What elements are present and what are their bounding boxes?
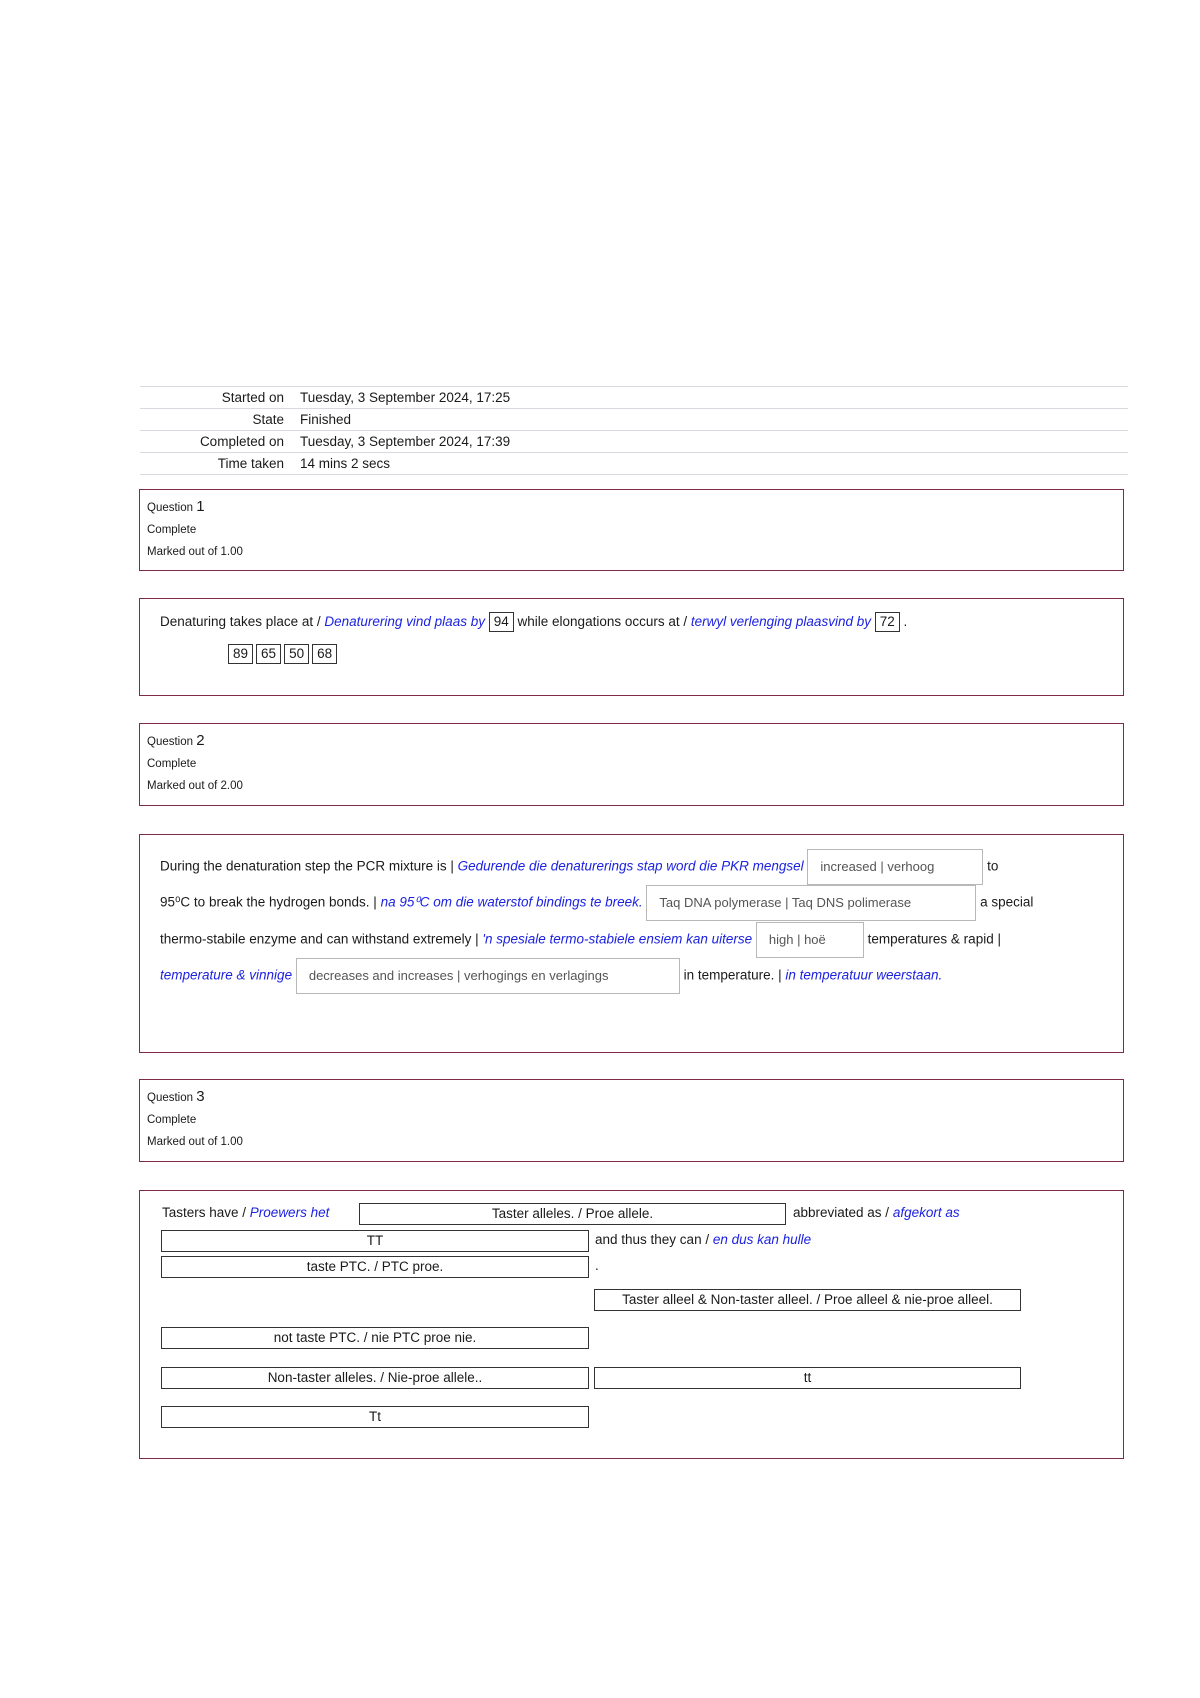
q3-text bbox=[793, 1205, 960, 1220]
q2-line bbox=[160, 885, 1033, 921]
question-3-content bbox=[139, 1190, 1124, 1459]
q1-text-end: . bbox=[903, 614, 908, 629]
q3-text-italic: Proewers het bbox=[249, 1205, 330, 1220]
drop-zone-answer[interactable]: 72 bbox=[875, 612, 900, 632]
q3-text-italic: en dus kan hulle bbox=[712, 1232, 812, 1247]
drag-options bbox=[228, 644, 337, 664]
question-marks: Marked out of 1.00 bbox=[147, 546, 243, 558]
drop-zone-answer[interactable]: TT bbox=[161, 1230, 589, 1252]
q3-text bbox=[162, 1205, 329, 1220]
question-number: 1 bbox=[196, 498, 205, 515]
summary-value: Tuesday, 3 September 2024, 17:25 bbox=[300, 390, 511, 405]
answer-dropdown[interactable]: Taq DNA polymerase | Taq DNS polimerase bbox=[646, 885, 976, 921]
q2-text: to bbox=[983, 858, 999, 874]
q2-text-italic: Gedurende die denaturerings stap word die PKR mengsel bbox=[457, 858, 804, 874]
drag-option[interactable]: 68 bbox=[312, 644, 337, 664]
question-2-info bbox=[139, 723, 1124, 806]
question-status: Complete bbox=[147, 758, 197, 770]
q2-line bbox=[160, 922, 1001, 958]
q1-text-part: Denaturing takes place at / bbox=[160, 614, 325, 629]
q2-text-italic: na 95⁰C om die waterstof bindings te breek. bbox=[380, 894, 643, 910]
question-1-info bbox=[139, 489, 1124, 571]
summary-row bbox=[140, 386, 1128, 408]
attempt-summary bbox=[140, 386, 1128, 475]
q2-text: 95⁰C to break the hydrogen bonds. | bbox=[160, 894, 381, 910]
question-1-content bbox=[139, 598, 1124, 696]
q2-text: temperatures & rapid | bbox=[863, 931, 1001, 947]
question-status: Complete bbox=[147, 524, 197, 536]
summary-label: State bbox=[252, 412, 284, 427]
drag-option[interactable]: Taster alleel & Non-taster alleel. / Proe alleel & nie-proe alleel. bbox=[594, 1289, 1021, 1311]
question-label: Question bbox=[147, 502, 194, 514]
question-1-text bbox=[160, 612, 907, 632]
summary-value: Finished bbox=[300, 412, 352, 427]
drag-option[interactable]: 50 bbox=[284, 644, 309, 664]
drop-zone-answer[interactable]: Taster alleles. / Proe allele. bbox=[359, 1203, 786, 1225]
drag-option[interactable]: tt bbox=[594, 1367, 1021, 1389]
summary-row bbox=[140, 408, 1128, 430]
q1-text-italic: terwyl verlenging plaasvind by bbox=[690, 614, 871, 629]
q2-line bbox=[160, 958, 942, 994]
q2-text: thermo-stabile enzyme and can withstand extremely | bbox=[160, 931, 483, 947]
question-number: 2 bbox=[196, 732, 205, 749]
summary-value: Tuesday, 3 September 2024, 17:39 bbox=[300, 434, 511, 449]
question-number: 3 bbox=[196, 1088, 205, 1105]
summary-row bbox=[140, 430, 1128, 452]
question-2-content bbox=[139, 834, 1124, 1053]
q3-text-end: . bbox=[595, 1258, 599, 1273]
q2-text-italic: temperature & vinnige bbox=[160, 967, 293, 983]
q3-text bbox=[595, 1232, 811, 1247]
summary-label: Completed on bbox=[199, 434, 284, 449]
question-label: Question bbox=[147, 1092, 194, 1104]
q1-text-italic: Denaturering vind plaas by bbox=[324, 614, 485, 629]
summary-row bbox=[140, 452, 1128, 475]
drop-zone-answer[interactable]: taste PTC. / PTC proe. bbox=[161, 1256, 589, 1278]
summary-label: Time taken bbox=[217, 456, 284, 471]
drag-option[interactable]: 89 bbox=[228, 644, 253, 664]
question-status: Complete bbox=[147, 1114, 197, 1126]
q3-text-part: and thus they can / bbox=[595, 1232, 713, 1247]
answer-dropdown[interactable]: high | hoë bbox=[756, 922, 864, 958]
q2-text: During the denaturation step the PCR mixture is | bbox=[160, 858, 458, 874]
drag-option[interactable]: 65 bbox=[256, 644, 281, 664]
question-label: Question bbox=[147, 736, 194, 748]
question-marks: Marked out of 2.00 bbox=[147, 780, 243, 792]
q1-text-part: while elongations occurs at / bbox=[513, 614, 691, 629]
q3-text-part: abbreviated as / bbox=[793, 1205, 893, 1220]
q2-text-italic: in temperatuur weerstaan. bbox=[785, 967, 943, 983]
answer-dropdown[interactable]: decreases and increases | verhogings en verlagings bbox=[296, 958, 680, 994]
drag-option[interactable]: not taste PTC. / nie PTC proe nie. bbox=[161, 1327, 589, 1349]
summary-value: 14 mins 2 secs bbox=[300, 456, 391, 471]
question-3-info bbox=[139, 1079, 1124, 1162]
q2-text-italic: 'n spesiale termo-stabiele ensiem kan uiterse bbox=[482, 931, 753, 947]
drag-option[interactable]: Tt bbox=[161, 1406, 589, 1428]
q2-text: a special bbox=[976, 894, 1034, 910]
q3-text-italic: afgekort as bbox=[892, 1205, 960, 1220]
drag-option[interactable]: Non-taster alleles. / Nie-proe allele.. bbox=[161, 1367, 589, 1389]
answer-dropdown[interactable]: increased | verhoog bbox=[807, 849, 983, 885]
summary-label: Started on bbox=[221, 390, 284, 405]
q2-line bbox=[160, 849, 998, 885]
question-marks: Marked out of 1.00 bbox=[147, 1136, 243, 1148]
q2-text: in temperature. | bbox=[679, 967, 786, 983]
drop-zone-answer[interactable]: 94 bbox=[489, 612, 514, 632]
q3-text-part: Tasters have / bbox=[162, 1205, 250, 1220]
